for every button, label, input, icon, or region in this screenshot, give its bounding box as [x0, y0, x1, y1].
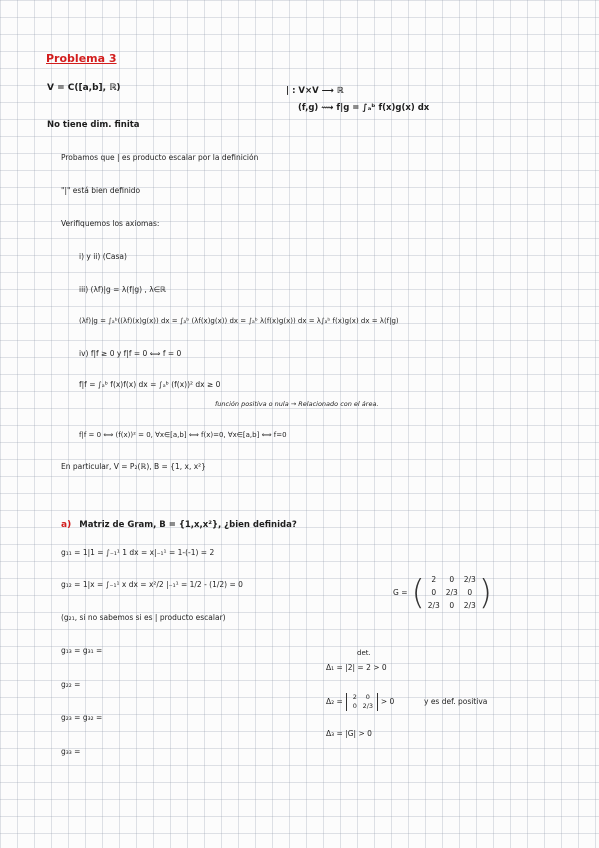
- gram-entry-g12: g₁₂ = 1|x = ∫₋₁¹ x dx = x²/2 |₋₁¹ = 1/2 - (1/2) = 0: [61, 580, 243, 589]
- gram-entry-g23: g₂₃ = g₃₂ =: [61, 713, 103, 722]
- matrix-cell: 2/3: [427, 601, 440, 610]
- matrix-cell: 2/3: [362, 702, 374, 710]
- matrix-cell: 0: [365, 693, 370, 701]
- matrix-cell: 0: [449, 601, 455, 610]
- gram-entry-g11: g₁₁ = 1|1 = ∫₋₁¹ 1 dx = x|₋₁¹ = 1-(-1) = 2: [61, 548, 215, 557]
- gram-matrix: [393, 573, 492, 612]
- matrix-cell: 0: [467, 588, 473, 597]
- gram-matrix-title: Matriz de Gram, B = {1,x,x²}, ¿bien definida?: [79, 520, 297, 530]
- gram-section: [61, 514, 297, 530]
- gram-entry-g33: g₃₃ =: [61, 747, 81, 756]
- delta2-prefix: Δ₂ =: [326, 697, 343, 707]
- matrix-cell: 2/3: [445, 588, 458, 597]
- matrix-cell: 2/3: [463, 601, 476, 610]
- gram-entry-g22: g₂₂ =: [61, 680, 81, 689]
- section-label: a): [61, 520, 72, 530]
- axiom-4: iv) f|f ≥ 0 y f|f = 0 ⟺ f = 0: [79, 349, 182, 358]
- leading-minor-delta2: [326, 693, 394, 711]
- axioms-1-2: i) y ii) (Casa): [79, 252, 127, 261]
- matrix-cell: 2: [352, 693, 357, 701]
- no-finite-dimension-note: No tiene dim. finita: [47, 120, 140, 130]
- axiom-3: iii) (λf)|g = λ(f|g) , λ∈ℝ: [79, 285, 167, 294]
- leading-minor-delta1: Δ₁ = |2| = 2 > 0: [326, 663, 387, 672]
- gram-matrix-label: G =: [393, 588, 408, 597]
- gram-entry-g13: g₁₃ = g₃₁ =: [61, 646, 103, 655]
- matrix-cell: 0: [352, 702, 357, 710]
- matrix-cell: 0: [449, 575, 455, 584]
- vector-space-definition: V = C([a,b], ℝ): [47, 83, 121, 93]
- determinant-label: det.: [357, 649, 371, 657]
- left-paren: (: [411, 572, 425, 613]
- problem-title: Problema 3: [46, 52, 117, 65]
- matrix-cell: 2: [431, 575, 437, 584]
- delta2-determinant: [346, 693, 378, 711]
- matrix-cell: 0: [431, 588, 437, 597]
- axiom-4-note: función positiva o nula → Relacionado con el área.: [215, 400, 379, 408]
- positive-definite-conclusion: y es def. positiva: [424, 697, 488, 706]
- axiom-3-calculation: (λf)|g = ∫ₐᵇ((λf)(x)g(x)) dx = ∫ₐᵇ (λf(x)g(x)) dx = ∫ₐᵇ λ(f(x)g(x)) dx = λ∫ₐᵇ f(x)g(x) dx = λ(f|g): [79, 317, 399, 325]
- matrix-cell: 2/3: [463, 575, 476, 584]
- leading-minor-delta3: Δ₃ = |G| > 0: [326, 729, 372, 738]
- prove-statement: Probamos que | es producto escalar por la definición: [61, 153, 259, 162]
- delta2-suffix: > 0: [380, 697, 395, 707]
- gram-matrix-cells: [425, 573, 479, 612]
- axiom-4-calculation: f|f = ∫ₐᵇ f(x)f(x) dx = ∫ₐᵇ (f(x))² dx ≥ 0: [79, 380, 221, 389]
- gram-entry-g21-note: (g₂₁, si no sabemos si es | producto escalar): [61, 613, 226, 622]
- particular-case: En particular, V = P₂(ℝ), B = {1, x, x²}: [61, 462, 206, 471]
- verify-axioms-heading: Verifiquemos los axiomas:: [61, 219, 160, 228]
- inner-product-map: | : V×V ⟶ ℝ: [286, 86, 344, 96]
- inner-product-rule: (f,g) ⟿ f|g = ∫ₐᵇ f(x)g(x) dx: [298, 103, 430, 113]
- well-defined-statement: "|" está bien definido: [61, 186, 141, 195]
- right-paren: ): [478, 572, 493, 613]
- axiom-4-zero-condition: f|f = 0 ⟺ (f(x))² = 0, ∀x∈[a,b] ⟺ f(x)=0, ∀x∈[a,b] ⟺ f=0: [79, 431, 287, 439]
